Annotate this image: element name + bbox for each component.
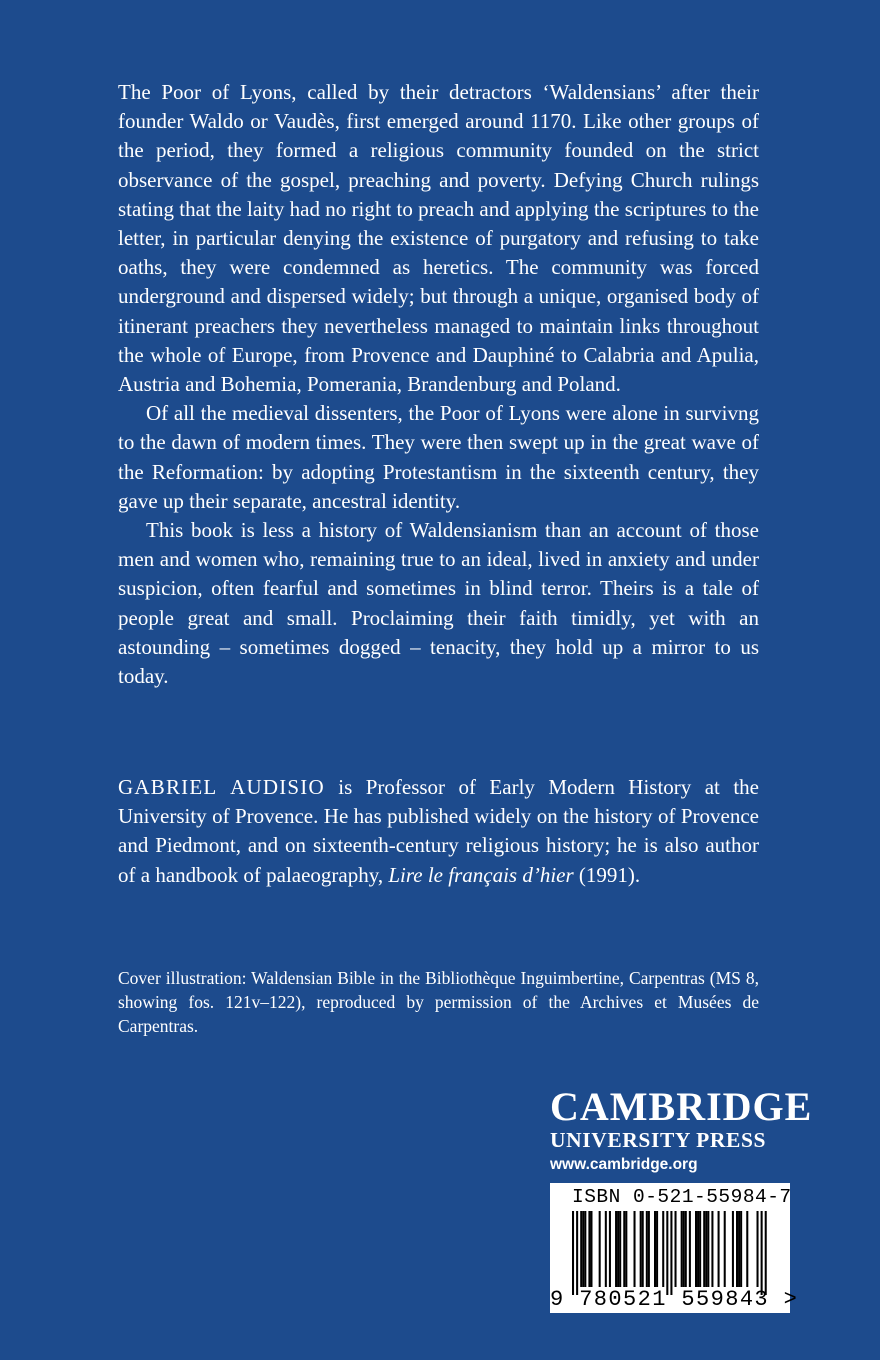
- ean-digits: 9 780521 559843 >: [550, 1287, 799, 1312]
- barcode-bar: [707, 1211, 709, 1287]
- barcode-bar: [599, 1211, 601, 1287]
- barcode-bar: [740, 1211, 742, 1287]
- barcode-bar: [703, 1211, 705, 1287]
- blurb-paragraph-1: The Poor of Lyons, called by their detractors ‘Waldensians’ after their founder Waldo or Vaudès, first emerged around 1170. Like other groups of the period, they formed a religious community founded on the strict observance of the gospel, preaching and poverty. Defying Church rulings stating that the laity had no right to preach and applying the scriptures to the letter, in particular denying the existence of purgatory and refusing to take oaths, they were condemned as heretics. The community was forced underground and dispersed widely; but through a unique, organised body of itinerant preachers they nevertheless managed to maintain links throughout the whole of Europe, from Provence and Dauphiné to Calabria and Apulia, Austria and Bohemia, Pomerania, Brandenburg and Poland.: [118, 80, 759, 397]
- barcode-bar: [605, 1211, 607, 1287]
- publisher-subname: UNIVERSITY PRESS: [550, 1128, 767, 1152]
- author-bio-paragraph: [118, 773, 759, 890]
- barcode-bar: [666, 1211, 668, 1295]
- barcode-bar: [697, 1211, 699, 1287]
- barcode-bar: [675, 1211, 677, 1287]
- barcode-bar: [724, 1211, 726, 1287]
- barcode-bar: [634, 1211, 636, 1287]
- barcode-bar: [656, 1211, 658, 1287]
- barcode-bar: [761, 1211, 763, 1295]
- barcode-bar: [623, 1211, 625, 1287]
- barcode-bar: [765, 1211, 767, 1295]
- barcode-bar: [689, 1211, 691, 1287]
- barcode-bar: [757, 1211, 759, 1287]
- barcode-bar: [648, 1211, 650, 1287]
- cover-credit-text: Cover illustration: Waldensian Bible in the Bibliothèque Inguimbertine, Carpentras (MS 8, showing fos. 121v–122), reproduced by permission of the Archives et Musées de Carpentras.: [118, 968, 759, 1037]
- barcode-bar: [640, 1211, 642, 1287]
- barcode-bar: [588, 1211, 590, 1287]
- publisher-name: CAMBRIDGE: [550, 1084, 813, 1129]
- barcode-box: [550, 1183, 799, 1313]
- barcode-bar: [681, 1211, 683, 1287]
- author-book-title: Lire le français d’hier: [388, 862, 574, 887]
- barcode-bar: [625, 1211, 627, 1287]
- barcode-bar: [615, 1211, 617, 1287]
- barcode-bar: [732, 1211, 734, 1287]
- barcode-bar: [746, 1211, 748, 1287]
- blurb: [118, 78, 759, 691]
- barcode-bar: [695, 1211, 697, 1287]
- barcode-bar: [619, 1211, 621, 1287]
- blurb-paragraph-3: This book is less a history of Waldensianism than an account of those men and women who, remaining true to an ideal, lived in anxiety and under suspicion, often fearful and sometimes in blind terror. Theirs is a tale of people great and small. Proclaiming their faith timidly, yet with an astounding – sometimes dogged – tenacity, they hold up a mirror to us today.: [118, 518, 759, 689]
- barcode-bar: [642, 1211, 644, 1287]
- barcode-bar: [580, 1211, 582, 1287]
- barcode-bar: [736, 1211, 738, 1287]
- barcode-bar: [705, 1211, 707, 1287]
- author-book-year: (1991).: [573, 862, 641, 887]
- barcode-bar: [584, 1211, 586, 1287]
- barcode-bar: [711, 1211, 713, 1287]
- barcode-bar: [646, 1211, 648, 1287]
- barcode-bar: [654, 1211, 656, 1287]
- barcode-bar: [582, 1211, 584, 1287]
- cover-credit: [118, 966, 759, 1039]
- barcode-bar: [670, 1211, 672, 1295]
- barcode-bar: [617, 1211, 619, 1287]
- barcode-bar: [683, 1211, 685, 1287]
- barcode-bar: [576, 1211, 578, 1295]
- barcode-bar: [738, 1211, 740, 1287]
- author-name: GABRIEL AUDISIO: [118, 775, 325, 799]
- author-bio-text: is Professor of Early Modern History at the University of Provence. He has published widely on the history of Provence and Piedmont, and on sixteenth-century religious history; he is also author of a handbook of palaeography,: [118, 775, 759, 887]
- barcode-bar: [662, 1211, 664, 1287]
- isbn-label: ISBN 0-521-55984-7: [572, 1186, 792, 1208]
- blurb-paragraph-2: Of all the medieval dissenters, the Poor of Lyons were alone in survivng to the dawn of modern times. They were then swept up in the great wave of the Reformation: by adopting Protestantism in the sixteenth century, they gave up their separate, ancestral identity.: [118, 401, 759, 513]
- publisher-imprint: [550, 1084, 813, 1176]
- publisher-url[interactable]: www.cambridge.org: [550, 1156, 698, 1173]
- barcode-bar: [609, 1211, 611, 1287]
- barcode-bar: [685, 1211, 687, 1287]
- author-bio: [118, 773, 759, 890]
- barcode-bar: [590, 1211, 592, 1287]
- barcode-bar: [572, 1211, 574, 1295]
- barcode-bar: [718, 1211, 720, 1287]
- barcode-bar: [699, 1211, 701, 1287]
